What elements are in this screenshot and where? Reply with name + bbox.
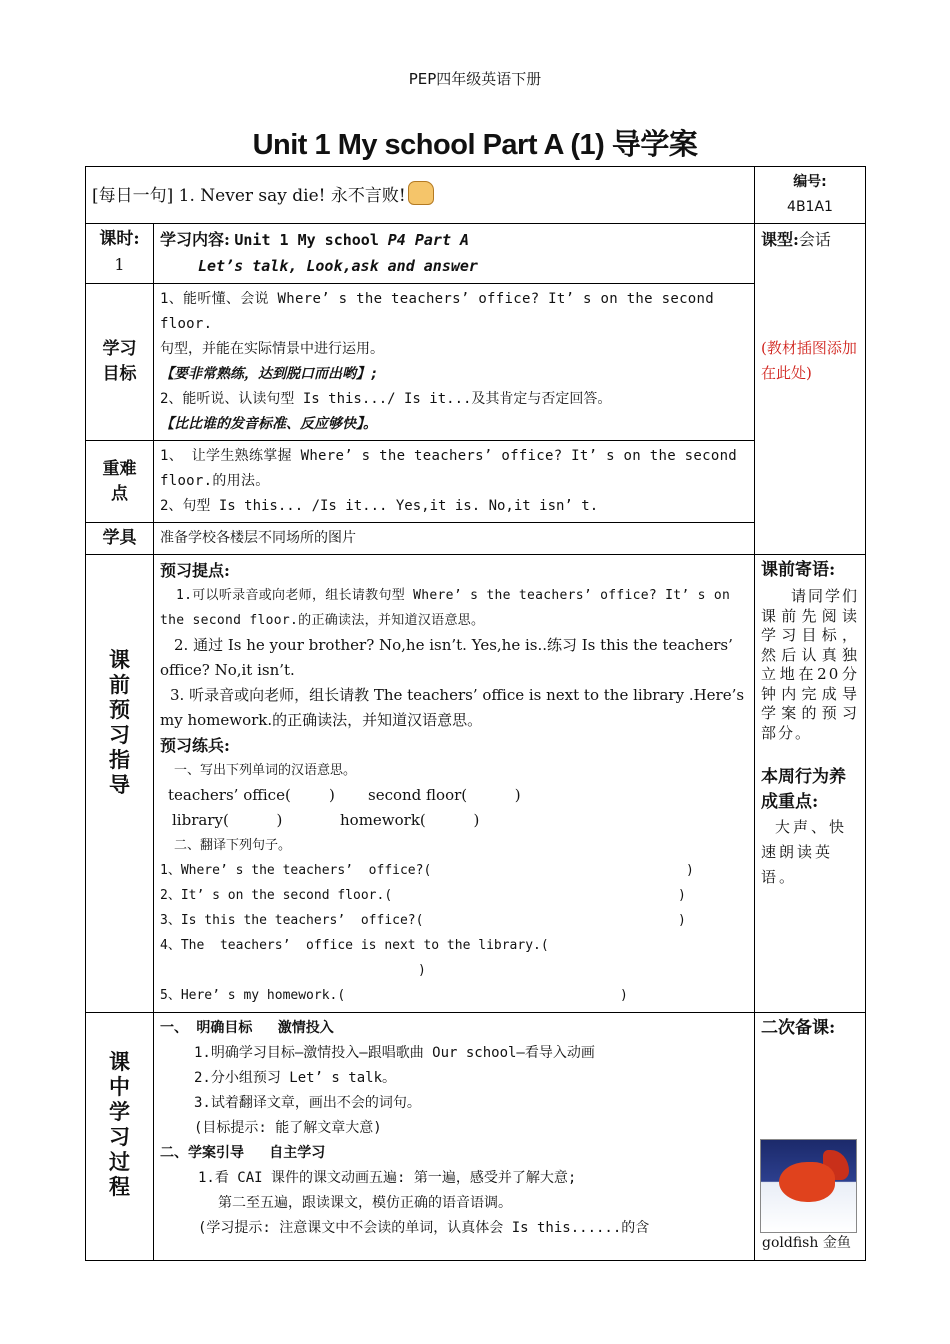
goal-line-5: 【比比谁的发音标准、反应够快】。 (160, 416, 377, 432)
word-1: teachers’ office( ) (168, 786, 335, 804)
sentence-4-end: ) (418, 963, 426, 978)
sentence-5-end: ) (620, 988, 628, 1003)
page-title: Unit 1 My school Part A (1) 导学案 (252, 129, 698, 161)
number-value: 4B1A1 (787, 199, 833, 215)
sentence-3: 3、Is this the teachers’ office?( (160, 913, 424, 928)
sentence-2: 2、It’ s on the second floor.( (160, 888, 393, 903)
sentence-4: 4、The teachers’ office is next to the library.( (160, 938, 549, 953)
image-note: (教材插图添加在此处) (761, 339, 857, 382)
number-label: 编号: (793, 174, 827, 190)
preview-label: 课前预习指导 (109, 647, 130, 797)
key-label-cell (86, 441, 154, 523)
content-line1: Unit 1 My school (234, 231, 379, 249)
goldfish-caption: goldfish 金鱼 (762, 1235, 851, 1251)
sentence-5: 5、Here’ s my homework.( (160, 988, 346, 1003)
guide-table (85, 166, 866, 1261)
sentence-1: 1、Where’ s the teachers’ office?( (160, 863, 432, 878)
preview-side-message: 请同学们课前先阅读学习目标，然后认真独立地在20分钟内完成导学案的预习部分。 (761, 587, 860, 742)
habit-text: 大声、快速朗读英语。 (761, 818, 848, 886)
tools-label-cell (86, 523, 154, 555)
process-heading-2: 二、学案引导 自主学习 (160, 1145, 326, 1161)
daily-text: 1. Never say die! 永不言败! (173, 185, 406, 206)
preview-tips-title: 预习提点: (160, 561, 230, 580)
process-cell (154, 1013, 755, 1261)
preview-label-cell (86, 555, 154, 1013)
process-b3: (学习提示: 注意课文中不会读的单词，认真体会 Is this......的含 (198, 1220, 650, 1236)
practice-part-2: 二、翻译下列句子。 (174, 838, 292, 853)
goal-line-2: 句型，并能在实际情景中进行运用。 (160, 341, 384, 357)
tools-value: 准备学校各楼层不同场所的图片 (160, 530, 356, 546)
type-cell (755, 224, 866, 555)
goldfish-body (779, 1162, 835, 1202)
content-label: 学习内容: (160, 230, 230, 249)
habit-title: 本周行为养成重点: (761, 767, 846, 812)
preview-side-title: 课前寄语: (761, 560, 836, 580)
content-line1b: P4 Part A (387, 231, 470, 249)
process-a4: (目标提示: 能了解文章大意) (194, 1120, 382, 1136)
key-line-2: 2、句型 Is this... /Is it... Yes,it is. No,it isn’ t. (160, 498, 599, 514)
number-cell (755, 167, 866, 224)
sentence-2-end: ) (678, 888, 686, 903)
preview-tip-2: 2. 通过 Is he your brother? No,he isn’t. Yes,he is..练习 Is this the teachers’ office? No,it isn’t. (160, 636, 733, 679)
preview-cell (154, 555, 755, 1013)
preview-tip-1: 1.可以听录音或向老师，组长请教句型 Where’ s the teachers’ office? It’ s on the second floor.的正确读法，并知道汉语意思。 (160, 588, 731, 628)
content-cell (154, 224, 755, 284)
preview-practice-title: 预习练兵: (160, 736, 230, 755)
goal-line-3: 【要非常熟练，达到脱口而出哟】; (160, 366, 379, 382)
practice-part-1: 一、写出下列单词的汉语意思。 (174, 763, 357, 778)
tools-cell (154, 523, 755, 555)
process-b2: 第二至五遍，跟读课文，模仿正确的语音语调。 (218, 1195, 512, 1211)
goals-label: 学习目标 (102, 339, 137, 384)
sentence-1-end: ) (686, 863, 694, 878)
goals-cell (154, 284, 755, 441)
key-label: 重难点 (102, 458, 137, 504)
preview-tip-3: 3. 听录音或向老师，组长请教 The teachers’ office is next to the library .Here’s my homework.的正确读法，并知道汉语意思。 (160, 686, 745, 729)
process-heading-1: 一、 明确目标 激情投入 (160, 1020, 334, 1036)
goal-line-1: 1、能听懂、会说 Where’ s the teachers’ office? It’ s on the second floor. (160, 291, 714, 332)
word-2: second floor( ) (368, 786, 521, 804)
lesson-cell (86, 224, 154, 284)
preview-side-cell (755, 555, 866, 1013)
content-line2: Let’s talk, Look,ask and answer (198, 257, 478, 275)
key-line-1: 1、 让学生熟练掌握 Where’ s the teachers’ office? It’ s on the second floor.的用法。 (160, 448, 738, 489)
process-a1: 1.明确学习目标—激情投入—跟唱歌曲 Our school—看导入动画 (194, 1045, 595, 1061)
process-label: 课中学习过程 (109, 1049, 130, 1199)
goals-label-cell (86, 284, 154, 441)
process-b1: 1.看 CAI 课件的课文动画五遍: 第一遍，感受并了解大意; (198, 1170, 577, 1186)
lesson-label: 课时: (99, 229, 140, 249)
tools-label: 学具 (102, 528, 137, 548)
page-header: PEP四年级英语下册 (408, 70, 542, 88)
process-a3: 3.试着翻译文章，画出不会的词句。 (194, 1095, 421, 1111)
goldfish-image (760, 1139, 857, 1233)
process-label-cell (86, 1013, 154, 1261)
type-value: 会话 (798, 230, 831, 249)
process-side-title: 二次备课: (761, 1018, 836, 1038)
lesson-value: 1 (114, 255, 125, 274)
fist-icon (408, 181, 434, 205)
word-3: library( ) (172, 811, 283, 829)
type-label: 课型: (761, 230, 799, 249)
process-side-cell (755, 1013, 866, 1261)
key-cell (154, 441, 755, 523)
goal-line-4: 2、能听说、认读句型 Is this.../ Is it...及其肯定与否定回答。 (160, 391, 612, 407)
sentence-3-end: ) (678, 913, 686, 928)
daily-sentence-cell (86, 167, 755, 224)
daily-label: [每日一句] (92, 185, 174, 206)
process-a2: 2.分小组预习 Let’ s talk。 (194, 1070, 397, 1086)
word-4: homework( ) (340, 811, 480, 829)
